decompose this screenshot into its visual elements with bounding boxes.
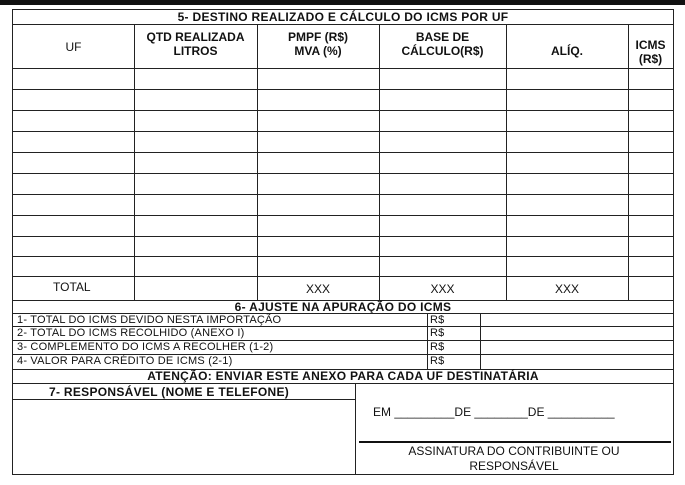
row-divider — [13, 173, 673, 174]
column-header-aliq: ALÍQ. — [551, 44, 583, 58]
section-7-title: 7- RESPONSÁVEL (NOME E TELEFONE) — [49, 385, 290, 399]
attention-notice: ATENÇÃO: ENVIAR ESTE ANEXO PARA CADA UF DESTINATÁRIA — [147, 369, 539, 383]
row-divider — [13, 236, 673, 237]
adjust-row-4-currency: R$ — [430, 355, 445, 367]
column-divider — [379, 24, 380, 300]
column-header-base: BASE DE CÁLCULO(R$) — [401, 30, 484, 58]
adjust-row-4-label: 4- VALOR PARA CRÉDITO DE ICMS (2-1) — [17, 355, 233, 367]
adjust-row-1-label: 1- TOTAL DO ICMS DEVIDO NESTA IMPORTAÇÃO — [17, 314, 282, 326]
divider — [13, 383, 673, 384]
row-divider — [13, 89, 673, 90]
column-divider — [506, 24, 507, 300]
column-header-qtd: QTD REALIZADA LITROS — [146, 30, 245, 58]
date-line: EM _________DE ________DE __________ — [373, 405, 615, 419]
divider — [13, 24, 673, 25]
row-divider — [13, 152, 673, 153]
total-pmpf-value: XXX — [305, 282, 330, 296]
column-header-pmpf: PMPF (R$) MVA (%) — [288, 30, 348, 58]
top-border-bar — [0, 0, 685, 5]
adjust-row-3-label: 3- COMPLEMENTO DO ICMS A RECOLHER (1-2) — [17, 341, 274, 353]
row-divider — [13, 110, 673, 111]
adjust-row-2-label: 2- TOTAL DO ICMS RECOLHIDO (ANEXO I) — [17, 327, 245, 339]
signature-caption: ASSINATURA DO CONTRIBUINTE OU RESPONSÁVEL — [408, 444, 620, 473]
adjust-row-3-currency: R$ — [430, 341, 445, 353]
section-5-title: 5- DESTINO REALIZADO E CÁLCULO DO ICMS POR UF — [177, 10, 509, 24]
total-label: TOTAL — [53, 280, 91, 294]
column-divider — [257, 24, 258, 300]
divider — [13, 399, 355, 400]
section-6-title: 6- AJUSTE NA APURAÇÃO DO ICMS — [234, 300, 452, 314]
row-divider — [13, 131, 673, 132]
adjust-row-1-currency: R$ — [430, 314, 445, 326]
row-divider — [13, 215, 673, 216]
column-divider — [427, 313, 428, 369]
column-header-icms: ICMS (R$) — [635, 38, 666, 66]
total-aliq-value: XXX — [554, 282, 579, 296]
adjust-row-2-currency: R$ — [430, 327, 445, 339]
signature-line — [359, 441, 671, 443]
column-divider — [134, 24, 135, 300]
total-base-value: XXX — [430, 282, 455, 296]
column-divider — [480, 313, 481, 369]
column-header-uf: UF — [65, 40, 82, 54]
row-divider — [13, 194, 673, 195]
row-divider — [13, 68, 673, 69]
icms-annex-form — [12, 9, 674, 475]
row-divider — [13, 256, 673, 257]
